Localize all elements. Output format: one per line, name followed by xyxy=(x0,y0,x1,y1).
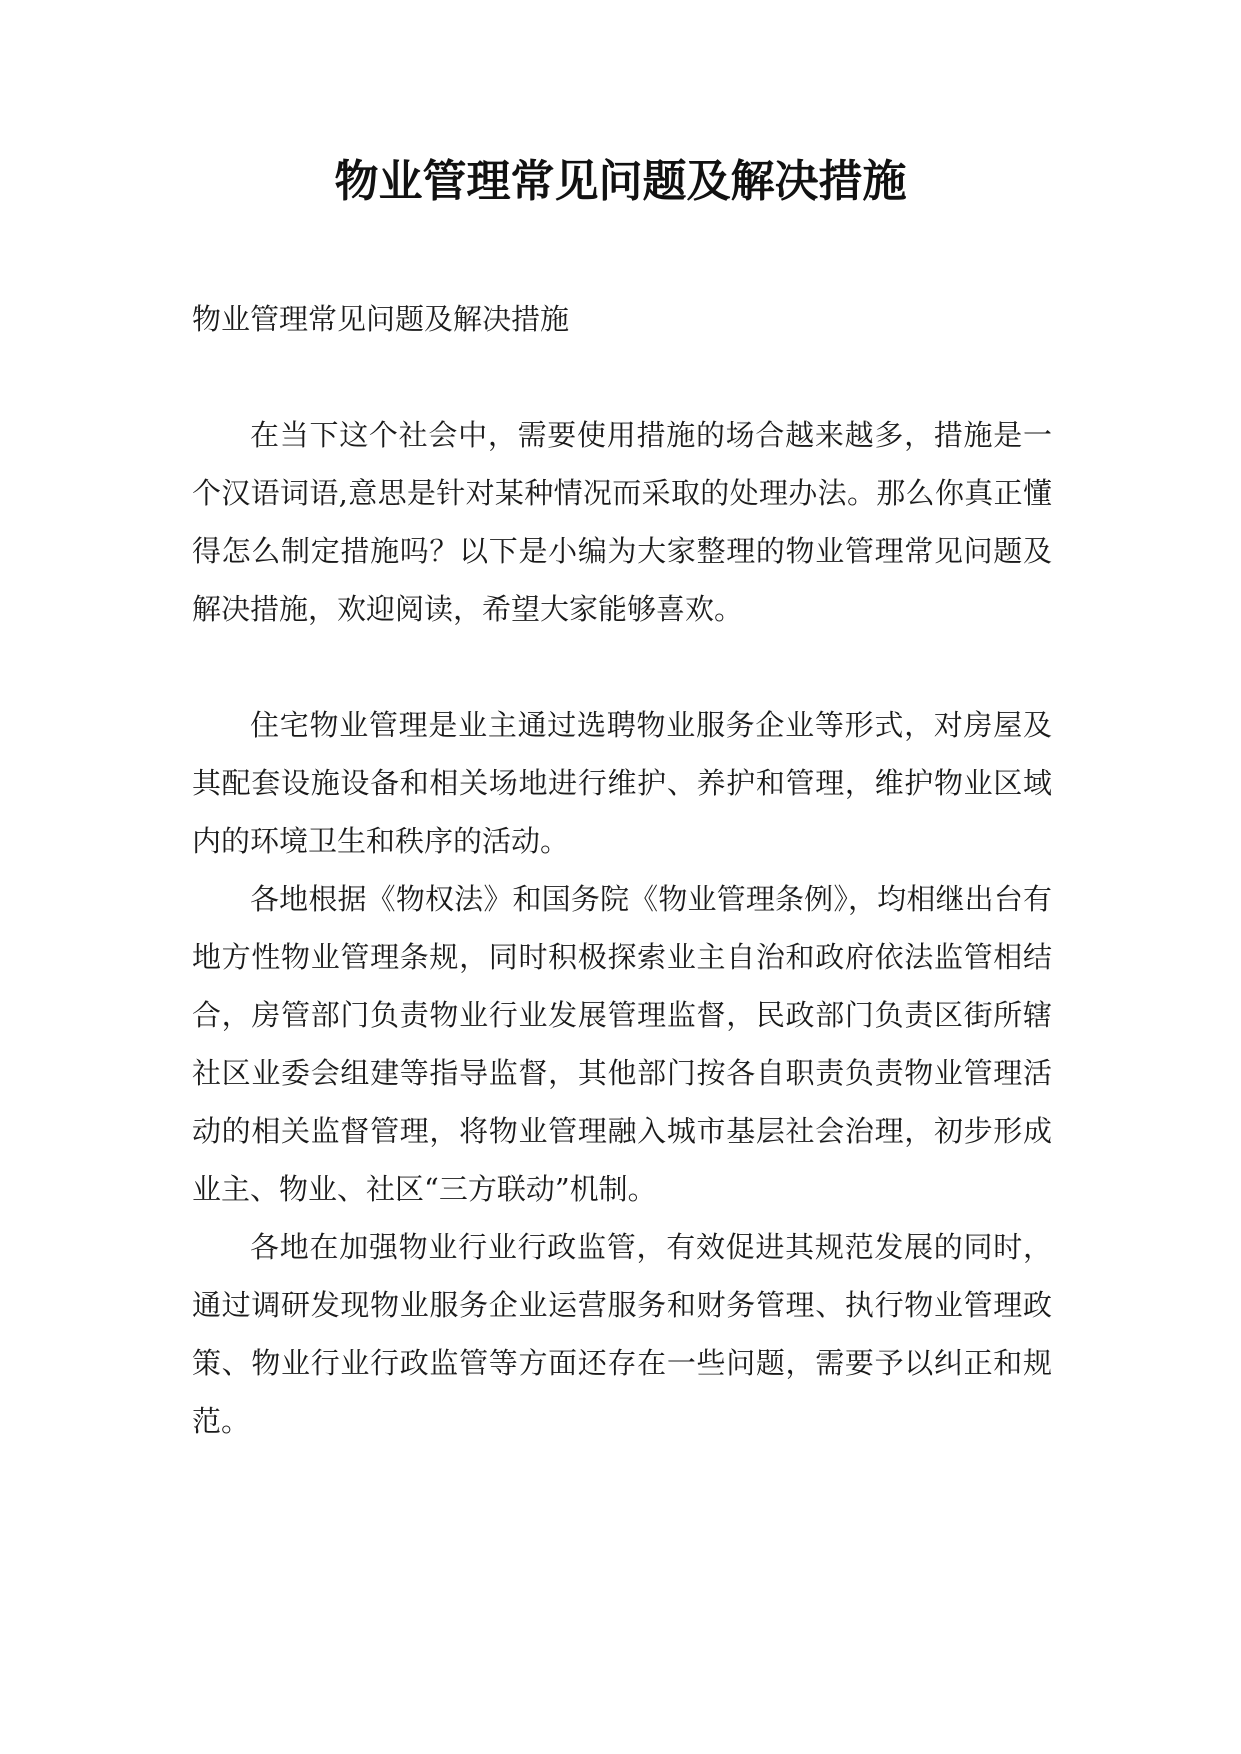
paragraph-definition: 住宅物业管理是业主通过选聘物业服务企业等形式，对房屋及其配套设施设备和相关场地进行维护、养护和管理，维护物业区域内的环境卫生和秩序的活动。 xyxy=(192,708,1052,858)
paragraph-regulations: 各地根据《物权法》和国务院《物业管理条例》，均相继出台有地方性物业管理条规，同时积极探索业主自治和政府依法监管相结合，房管部门负责物业行业发展管理监督，民政部门负责区街所辖社区业委会组建等指导监督，其他部门按各自职责负责物业管理活动的相关监督管理，将物业管理融入城市基层社会治理，初步形成业主、物业、社区“三方联动”机制。 xyxy=(192,882,1052,1206)
document-title: 物业管理常见问题及解决措施 xyxy=(334,156,907,207)
paragraph-problems: 各地在加强物业行业行政监管，有效促进其规范发展的同时，通过调研发现物业服务企业运营服务和财务管理、执行物业管理政策、物业行业行政监管等方面还存在一些问题，需要予以纠正和规范。 xyxy=(192,1230,1052,1438)
paragraph-intro: 在当下这个社会中，需要使用措施的场合越来越多，措施是一个汉语词语,意思是针对某种情况而采取的处理办法。那么你真正懂得怎么制定措施吗？以下是小编为大家整理的物业管理常见问题及解决措施，欢迎阅读，希望大家能够喜欢。 xyxy=(192,418,1052,626)
document-body xyxy=(192,290,1052,1450)
paragraph-spacer xyxy=(192,638,1052,696)
paragraph-spacer xyxy=(192,348,1052,406)
document-subtitle: 物业管理常见问题及解决措施 xyxy=(192,302,570,336)
